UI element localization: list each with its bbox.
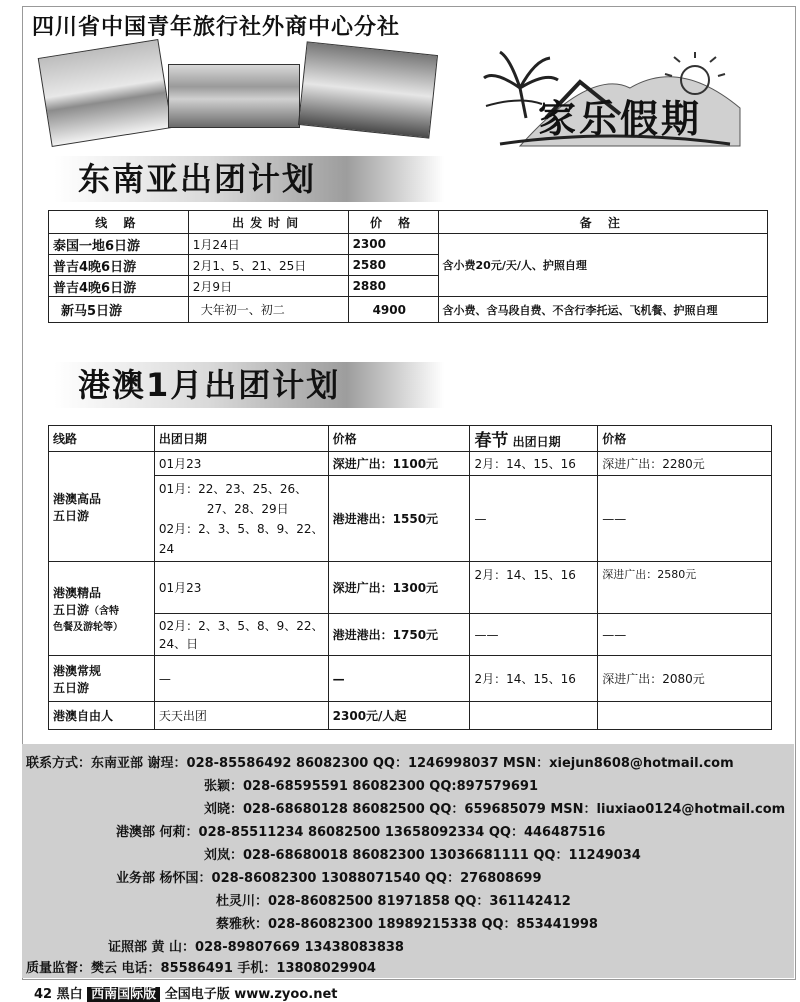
spring-date-cell: 2月：14、15、16 xyxy=(470,452,598,476)
date-cell: 天天出团 xyxy=(154,702,328,730)
spring-price-cell: —— xyxy=(598,476,772,562)
date-cell: 1月24日 xyxy=(188,234,348,255)
route-cell xyxy=(49,656,155,702)
contact-line: 质量监督：樊云 电话：85586491 手机：13808029904 xyxy=(26,961,376,976)
contact-line: 张颖：028-68595591 86082300 QQ:897579691 xyxy=(204,779,539,794)
page-footer xyxy=(34,983,338,1002)
table-row xyxy=(49,234,768,255)
contact-line: 刘晓：028-68680128 86082500 QQ：659685079 MSN：liuxiao0124@hotmail.com xyxy=(204,802,786,817)
spring-price-cell: 深进广出：2080元 xyxy=(598,656,772,702)
route-subname: 五日游（含特 xyxy=(53,603,120,617)
agency-title: 四川省中国青年旅行社外商中心分社 xyxy=(32,15,401,40)
table-header-row xyxy=(49,426,772,452)
date-line: 24、日 xyxy=(158,636,199,651)
date-line: 02月：2、3、5、8、9、22、 xyxy=(158,618,324,633)
col-spring-date xyxy=(470,426,598,452)
contact-line: 刘岚：028-68680018 86082300 13036681111 QQ：11249034 xyxy=(204,848,641,863)
sea-schedule-table xyxy=(48,210,768,323)
route-subname: 五日游 xyxy=(53,680,90,695)
price-cell: 2300元/人起 xyxy=(328,702,470,730)
date-line: 01月：22、23、25、26、 xyxy=(158,481,308,496)
date-cell: 大年初一、初二 xyxy=(188,297,348,323)
col-date: 出发时间 xyxy=(188,211,348,234)
spring-price-cell: —— xyxy=(598,614,772,656)
route-name: 港澳常规 xyxy=(53,663,102,678)
contact-line: 证照部 黄 山：028-89807669 13438083838 xyxy=(108,940,404,955)
route-cell: 新马5日游 xyxy=(49,297,189,323)
route-cell xyxy=(49,562,155,656)
price-cell: 深进广出：1300元 xyxy=(328,562,470,614)
contact-line: 港澳部 何莉：028-85511234 86082500 13658092334 QQ：446487516 xyxy=(116,825,606,840)
price-cell: 深进广出：1100元 xyxy=(328,452,470,476)
date-cell: 2月1、5、21、25日 xyxy=(188,255,348,276)
table-row xyxy=(49,614,772,656)
page-number: 42 黑白 xyxy=(34,987,83,1002)
route-subname: 五日游 xyxy=(53,508,90,523)
contact-panel xyxy=(22,744,794,978)
price-cell: 港进港出：1750元 xyxy=(328,614,470,656)
spring-date-label: 出团日期 xyxy=(512,435,561,449)
table-row xyxy=(49,476,772,562)
price-cell: 2880 xyxy=(348,276,438,297)
date-line: 24 xyxy=(158,541,175,556)
spring-date-cell: 2月：14、15、16 xyxy=(470,562,598,614)
col-spring-price: 价格 xyxy=(598,426,772,452)
col-date: 出团日期 xyxy=(154,426,328,452)
date-cell: 01月23 xyxy=(154,562,328,614)
col-route: 线路 xyxy=(49,426,155,452)
route-note: 色餐及游轮等） xyxy=(53,622,123,633)
date-cell xyxy=(154,476,328,562)
date-cell: 01月23 xyxy=(154,452,328,476)
spring-date-cell xyxy=(470,702,598,730)
spring-price-cell xyxy=(598,702,772,730)
lake-photo xyxy=(168,64,300,128)
note-cell: 含小费20元/天/人、护照自理 xyxy=(438,234,767,297)
col-note: 备 注 xyxy=(438,211,767,234)
price-cell: — xyxy=(328,656,470,702)
sea-heading: 东南亚出团计划 xyxy=(78,160,317,198)
price-cell: 2580 xyxy=(348,255,438,276)
spring-date-cell: —— xyxy=(470,614,598,656)
route-cell: 泰国一地6日游 xyxy=(49,234,189,255)
date-cell xyxy=(154,614,328,656)
date-line: 27、28、29日 xyxy=(206,501,289,516)
price-cell: 港进港出：1550元 xyxy=(328,476,470,562)
table-row xyxy=(49,656,772,702)
date-cell: 2月9日 xyxy=(188,276,348,297)
price-cell: 2300 xyxy=(348,234,438,255)
contact-line: 业务部 杨怀国：028-86082300 13088071540 QQ：276808699 xyxy=(116,871,542,886)
contact-line: 联系方式：东南亚部 谢珵：028-85586492 86082300 QQ：1246998037 MSN：xiejun8608@hotmail.com xyxy=(26,756,734,771)
col-price: 价格 xyxy=(328,426,470,452)
sea-heading-banner xyxy=(54,156,444,202)
date-cell: — xyxy=(154,656,328,702)
spring-price-cell: 深进广出：2280元 xyxy=(598,452,772,476)
table-header-row xyxy=(49,211,768,234)
spring-label: 春节 xyxy=(474,431,509,451)
col-price: 价 格 xyxy=(348,211,438,234)
table-row xyxy=(49,452,772,476)
hk-heading-banner xyxy=(54,362,444,408)
route-cell xyxy=(49,452,155,562)
note-cell: 含小费、含马段自费、不含行李托运、飞机餐、护照自理 xyxy=(438,297,767,323)
table-row xyxy=(49,297,768,323)
logo-text: 家乐假期 xyxy=(538,96,703,141)
route-cell: 普吉4晚6日游 xyxy=(49,276,189,297)
route-cell: 港澳自由人 xyxy=(49,702,155,730)
beach-photo-2 xyxy=(298,41,438,138)
route-name: 港澳精品 xyxy=(53,586,102,600)
table-row xyxy=(49,562,772,614)
site-label: 全国电子版 www.zyoo.net xyxy=(164,987,338,1002)
spring-date-cell: — xyxy=(470,476,598,562)
hk-schedule-table xyxy=(48,425,772,730)
price-cell: 4900 xyxy=(348,297,438,323)
edition-label: 西南国际版 xyxy=(87,987,160,1002)
table-row xyxy=(49,702,772,730)
hk-heading: 港澳1月出团计划 xyxy=(78,366,341,404)
route-cell: 普吉4晚6日游 xyxy=(49,255,189,276)
contact-line: 蔡雅秋：028-86082300 18989215338 QQ：853441998 xyxy=(216,917,598,932)
spring-date-cell: 2月：14、15、16 xyxy=(470,656,598,702)
col-route: 线 路 xyxy=(49,211,189,234)
date-line: 02月：2、3、5、8、9、22、 xyxy=(158,521,324,536)
contact-line: 杜灵川：028-86082500 81971858 QQ：361142412 xyxy=(216,894,571,909)
beach-photo-1 xyxy=(38,39,173,147)
route-name: 港澳高品 xyxy=(53,491,102,506)
spring-price-cell: 深进广出：2580元 xyxy=(598,562,772,614)
